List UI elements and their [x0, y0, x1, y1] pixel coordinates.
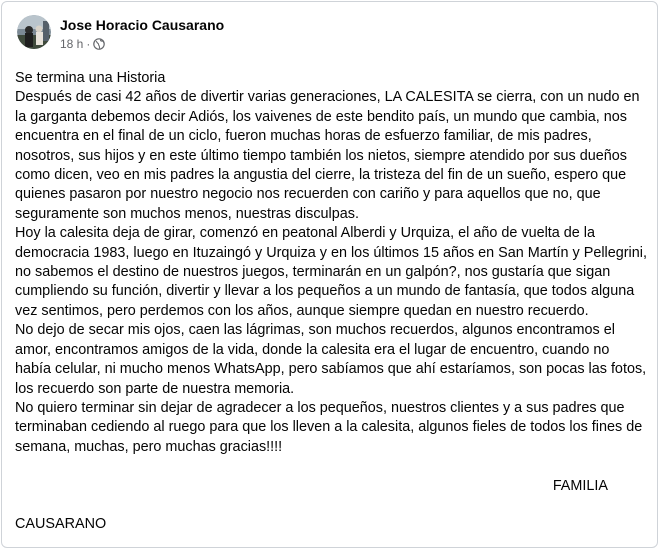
post-paragraph-1: Después de casi 42 años de divertir varias generaciones, LA CALESITA se cierra, con un nudo en la garganta debemos decir Adiós, los vaivenes de este bendito país, un mundo que cambia, nos encuentra en el final de un ciclo, fueron muchas horas de esfuerzo familiar, de mis padres, nosotros, sus hijos y en este último tiempo también los nietos, siempre atendido por sus dueños como dicen, veo en mis padres la angustia del cierre, la tristeza del fin de un sueño, espero que quienes pasaron por nuestro negocio nos recuerden con cariño y para aquellos que no, que seguramente son muchos menos, nuestras disculpas.: [15, 89, 640, 222]
post-header: [17, 15, 224, 55]
author-name[interactable]: Jose Horacio Causarano: [60, 17, 225, 33]
author-avatar[interactable]: [17, 15, 51, 49]
post-paragraph-3: No dejo de secar mis ojos, caen las lágrimas, son muchos recuerdos, algunos encontramos el amor, encontramos amigos de la vida, donde la calesita era el lugar de encuentro, cuando no había celular, ni mucho menos WhatsApp, pero sabíamos que ahí estaríamos, son pocas las fotos, los recuerdo son parte de nuestra memoria.: [15, 322, 647, 397]
globe-icon[interactable]: [93, 38, 105, 50]
post-timestamp[interactable]: 18 h: [60, 37, 84, 51]
post-card: [1, 1, 658, 548]
post-paragraph-4: No quiero terminar sin dejar de agradecer a los pequeños, nuestros clientes y a sus padres que terminaban cediendo al ruego para que los lleven a la calesita, algunos fieles de todos los fines de semana, muchas, pero muchas gracias!!!!: [15, 399, 643, 455]
profile-photo-icon: [17, 15, 51, 49]
post-paragraph-2: Hoy la calesita deja de girar, comenzó en peatonal Alberdi y Urquiza, el año de vuelta de la democracia 1983, luego en Ituzaingó y Urquiza y en los últimos 15 años en San Martín y Pellegrini, no sabemos el destino de nuestros juegos, terminarán en un galpón?, nos gustaría que sigan cumpliendo su función, divertir y llevar a los pequeños a un mundo de fantasía, que todos alguna vez sentimos, pero perdemos con los años, aunque siempre quedan en nuestro recuerdo.: [15, 225, 647, 319]
post-paragraph-title: Se termina una Historia: [15, 70, 166, 86]
meta-separator: ·: [86, 37, 91, 51]
signature-line-2: CAUSARANO: [15, 516, 107, 533]
post-header-text: [60, 16, 224, 52]
post-body: [15, 69, 648, 535]
signature-line-1: FAMILIA: [552, 477, 608, 494]
post-meta: [60, 36, 224, 52]
